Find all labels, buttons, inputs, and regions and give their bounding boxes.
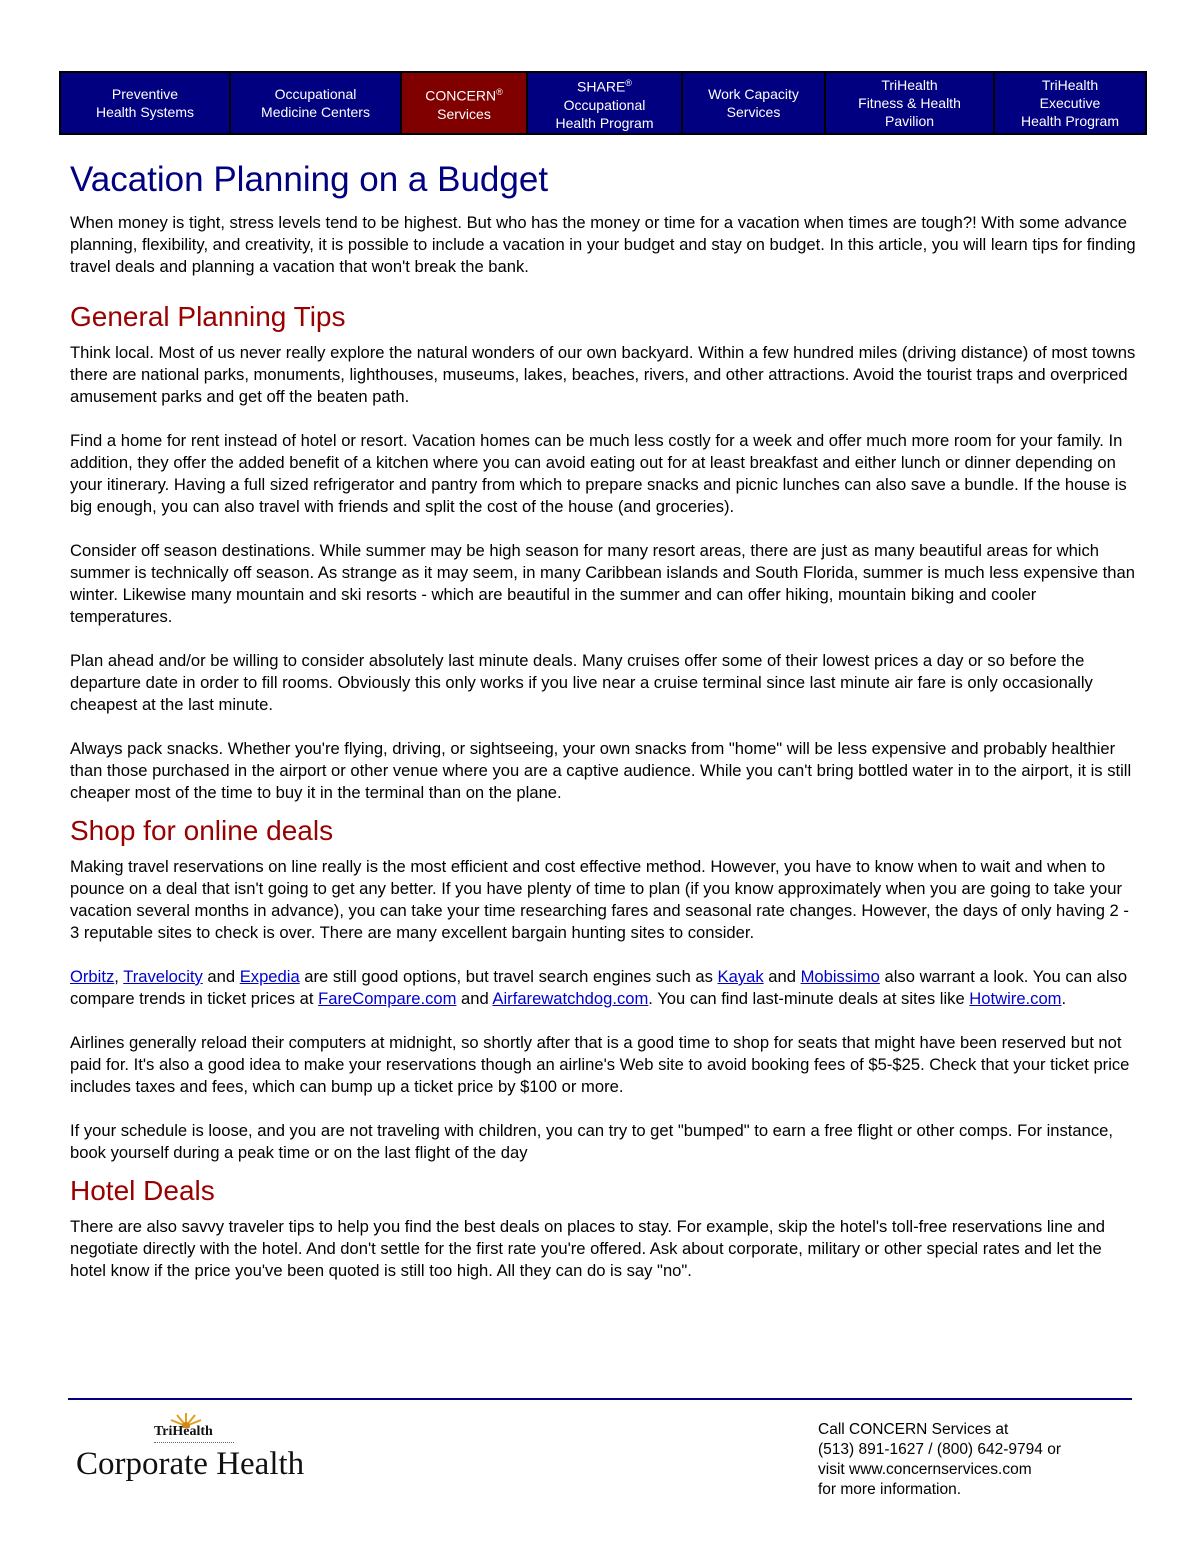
nav-label-2: Services — [437, 105, 491, 122]
paragraph-pack-snacks: Always pack snacks. Whether you're flying, driving, or sightseeing, your own snacks from "home" will be less expensive and probably healthier than those purchased in the airport or other venue where you are a captive audience. While you can't bring bottled water in to the airport, it is still cheaper most of the time to buy it in the terminal than on the plane. — [70, 739, 1132, 802]
text-fragment: and — [456, 989, 493, 1008]
paragraph-plan-ahead: Plan ahead and/or be willing to consider absolutely last minute deals. Many cruises offer some of their lowest prices a day or so before the departure date in order to fill rooms. Obviously this only works if you live near a cruise terminal since last minute air fare is only occasionally cheapest at the last minute. — [70, 651, 1093, 714]
contact-line: Call CONCERN Services at — [818, 1421, 1009, 1438]
contact-line: (513) 891-1627 / (800) 642-9794 or — [818, 1441, 1061, 1458]
nav-label: TriHealth Executive Health Program — [1020, 77, 1120, 129]
link-mobissimo[interactable]: Mobissimo — [800, 967, 880, 986]
registered-mark: ® — [625, 78, 632, 89]
text-fragment: and — [202, 967, 240, 986]
text-fragment: and — [763, 967, 801, 986]
contact-line: visit www.concernservices.com — [818, 1461, 1032, 1478]
page-title: Vacation Planning on a Budget — [70, 160, 549, 199]
section-heading-hotel: Hotel Deals — [70, 1175, 215, 1206]
text-fragment: also warrant a look. You can also compare trends in ticket prices at — [70, 967, 1128, 1008]
registered-mark: ® — [496, 87, 503, 98]
contact-line: for more information. — [818, 1481, 961, 1498]
footer-divider — [68, 1398, 1132, 1400]
section-heading-online: Shop for online deals — [70, 815, 334, 846]
logo-main-text: Corporate Health — [76, 1446, 305, 1482]
nav-label: CONCERN — [425, 87, 497, 104]
trihealth-corporate-health-logo — [76, 1408, 316, 1488]
nav-label: Preventive Health Systems — [95, 86, 195, 120]
nav-label-group — [555, 74, 653, 132]
article — [70, 158, 1140, 1304]
text-fragment: are still good options, but travel search engines such as — [299, 967, 718, 986]
link-orbitz[interactable]: Orbitz — [70, 967, 115, 986]
nav-label: SHARE — [577, 78, 626, 95]
link-expedia[interactable]: Expedia — [239, 967, 300, 986]
logo-small-text: TriHealth — [154, 1424, 213, 1439]
nav-share-occupational-health[interactable] — [528, 73, 683, 133]
paragraph-think-local: Think local. Most of us never really explore the natural wonders of our own backyard. Within a few hundred miles (driving distance) of most towns there are national parks, monuments, lighthouses, museums, lakes, beaches, rivers, and other attractions. Avoid the tourist traps and overpriced amusement parks and get off the beaten path. — [70, 343, 1136, 406]
intro-paragraph: When money is tight, stress levels tend to be highest. But who has the money or time for a vacation when times are tough?! With some advance planning, flexibility, and creativity, it is possible to include a vacation in your budget and stay on budget. In this article, you will learn tips for finding travel deals and planning a vacation that won't break the bank. — [70, 213, 1136, 276]
nav-label: Occupational Medicine Centers — [261, 86, 370, 120]
paragraph-online-intro: Making travel reservations on line really is the most efficient and cost effective method. However, you have to know when to wait and when to pounce on a deal that isn't going to get any better. If you have plenty of time to plan (if you know approximately when you are going to take your vacation several months in advance), you can take your time researching fares and seasonal rate changes. However, the days of only having 2 - 3 reputable sites to check is over. There are many excellent bargain hunting sites to consider. — [70, 857, 1129, 942]
top-navigation — [59, 71, 1147, 135]
nav-label: TriHealth Fitness & Health Pavilion — [858, 77, 961, 129]
nav-occupational-medicine-centers[interactable] — [231, 73, 402, 133]
nav-label-2: Occupational Health Program — [555, 96, 654, 131]
link-airfarewatchdog[interactable]: Airfarewatchdog.com — [492, 989, 649, 1008]
link-kayak[interactable]: Kayak — [717, 967, 764, 986]
link-travelocity[interactable]: Travelocity — [123, 967, 203, 986]
contact-info — [818, 1420, 1061, 1500]
link-hotwire[interactable]: Hotwire.com — [969, 989, 1062, 1008]
text-fragment: , — [114, 967, 124, 986]
text-fragment: . — [1061, 989, 1067, 1008]
paragraph-off-season: Consider off season destinations. While summer may be high season for many resort areas, there are just as many beautiful areas for which summer is technically off season. As strange as it may seem, in many Caribbean islands and South Florida, summer is much less expensive than winter. Likewise many mountain and ski resorts - which are beautiful in the summer and can offer hiking, mountain biking and cooler temperatures. — [70, 541, 1135, 626]
paragraph-hotel: There are also savvy traveler tips to help you find the best deals on places to stay. For example, skip the hotel's toll-free reservations line and negotiate directly with the hotel. And don't settle for the first rate you're offered. Ask about corporate, military or other special rates and let the hotel know if the price you've been quoted is still too high. All they can do is say "no". — [70, 1217, 1105, 1280]
nav-work-capacity-services[interactable] — [683, 73, 826, 133]
link-farecompare[interactable]: FareCompare.com — [318, 989, 457, 1008]
text-fragment: . You can find last-minute deals at sites like — [648, 989, 970, 1008]
paragraph-travel-sites — [70, 966, 1140, 1010]
nav-preventive-health-systems[interactable] — [61, 73, 231, 133]
nav-label-group — [425, 83, 502, 123]
paragraph-airlines: Airlines generally reload their computers at midnight, so shortly after that is a good time to shop for seats that might have been reserved but not paid for. It's also a good idea to make your reservations though an airline's Web site to avoid booking fees of $5-$25. Check that your ticket price includes taxes and fees, which can bump up a ticket price by $100 or more. — [70, 1033, 1130, 1096]
section-heading-general: General Planning Tips — [70, 301, 346, 332]
nav-trihealth-executive-health[interactable] — [995, 73, 1145, 133]
paragraph-bumped: If your schedule is loose, and you are not traveling with children, you can try to get "bumped" to earn a free flight or other comps. For instance, book yourself during a peak time or on the last flight of the day — [70, 1121, 1113, 1162]
nav-trihealth-fitness-pavilion[interactable] — [826, 73, 995, 133]
nav-label: Work Capacity Services — [708, 86, 799, 120]
paragraph-home-rent: Find a home for rent instead of hotel or resort. Vacation homes can be much less costly for a week and offer much more room for your family. In addition, they offer the added benefit of a kitchen where you can avoid eating out for at least breakfast and either lunch or dinner depending on your itinerary. Having a full sized refrigerator and pantry from which to prepare snacks and picnic lunches can also save a bundle. If the house is big enough, you can also travel with friends and split the cost of the house (and groceries). — [70, 431, 1127, 516]
nav-concern-services[interactable] — [402, 73, 528, 133]
